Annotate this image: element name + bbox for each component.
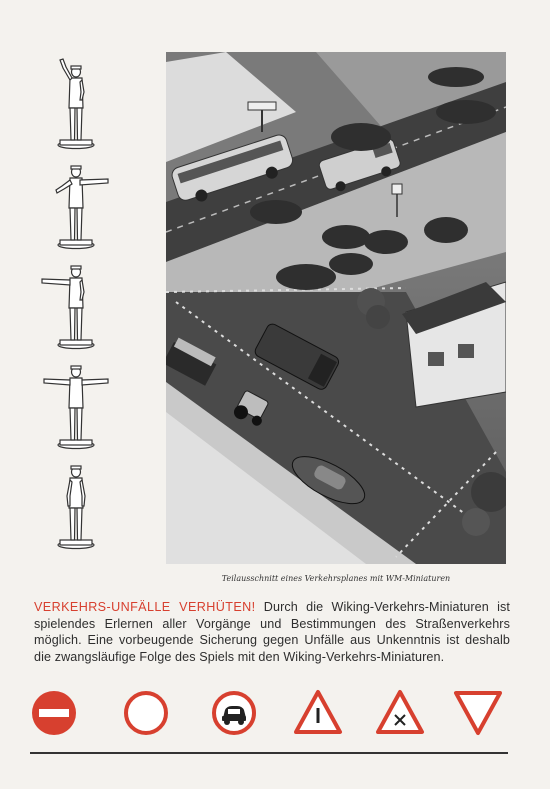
officer-arm-side-icon bbox=[36, 256, 116, 352]
photo-caption: Teilausschnitt eines Verkehrsplanes mit WM-Miniaturen bbox=[221, 574, 451, 583]
no-vehicles-sign-icon bbox=[120, 688, 172, 738]
traffic-officer-column bbox=[36, 50, 126, 550]
traffic-sign-row bbox=[28, 688, 508, 740]
officer-arms-outstretched-icon bbox=[36, 356, 116, 452]
officer-arm-forward-icon bbox=[36, 156, 116, 252]
officer-arms-down-icon bbox=[36, 456, 116, 552]
headline: VERKEHRS-UNFÄLLE VERHÜTEN! bbox=[34, 600, 256, 614]
no-motor-vehicles-sign-icon bbox=[208, 688, 260, 738]
body-paragraph bbox=[34, 599, 510, 665]
bottom-rule bbox=[30, 752, 508, 754]
officer-arm-raised-icon bbox=[36, 56, 116, 152]
yield-sign-icon bbox=[452, 688, 504, 738]
traffic-plan-photo bbox=[166, 52, 506, 564]
crossroads-sign-icon bbox=[374, 688, 426, 738]
body-text: Durch die Wiking-Verkehrs-Miniaturen ist spielendes Erlernen aller Vorgänge und Bestimmungen des Straßenverkehrs möglich. Eine vorbeugende Sicherung gegen Unfälle aus Unkenntnis ist deshalb die zwangsläufige Folge des Spiels mit den Wiking-Verkehrs-Miniaturen. bbox=[34, 600, 510, 664]
no-entry-sign-icon bbox=[28, 688, 80, 738]
danger-exclamation-sign-icon bbox=[292, 688, 344, 738]
